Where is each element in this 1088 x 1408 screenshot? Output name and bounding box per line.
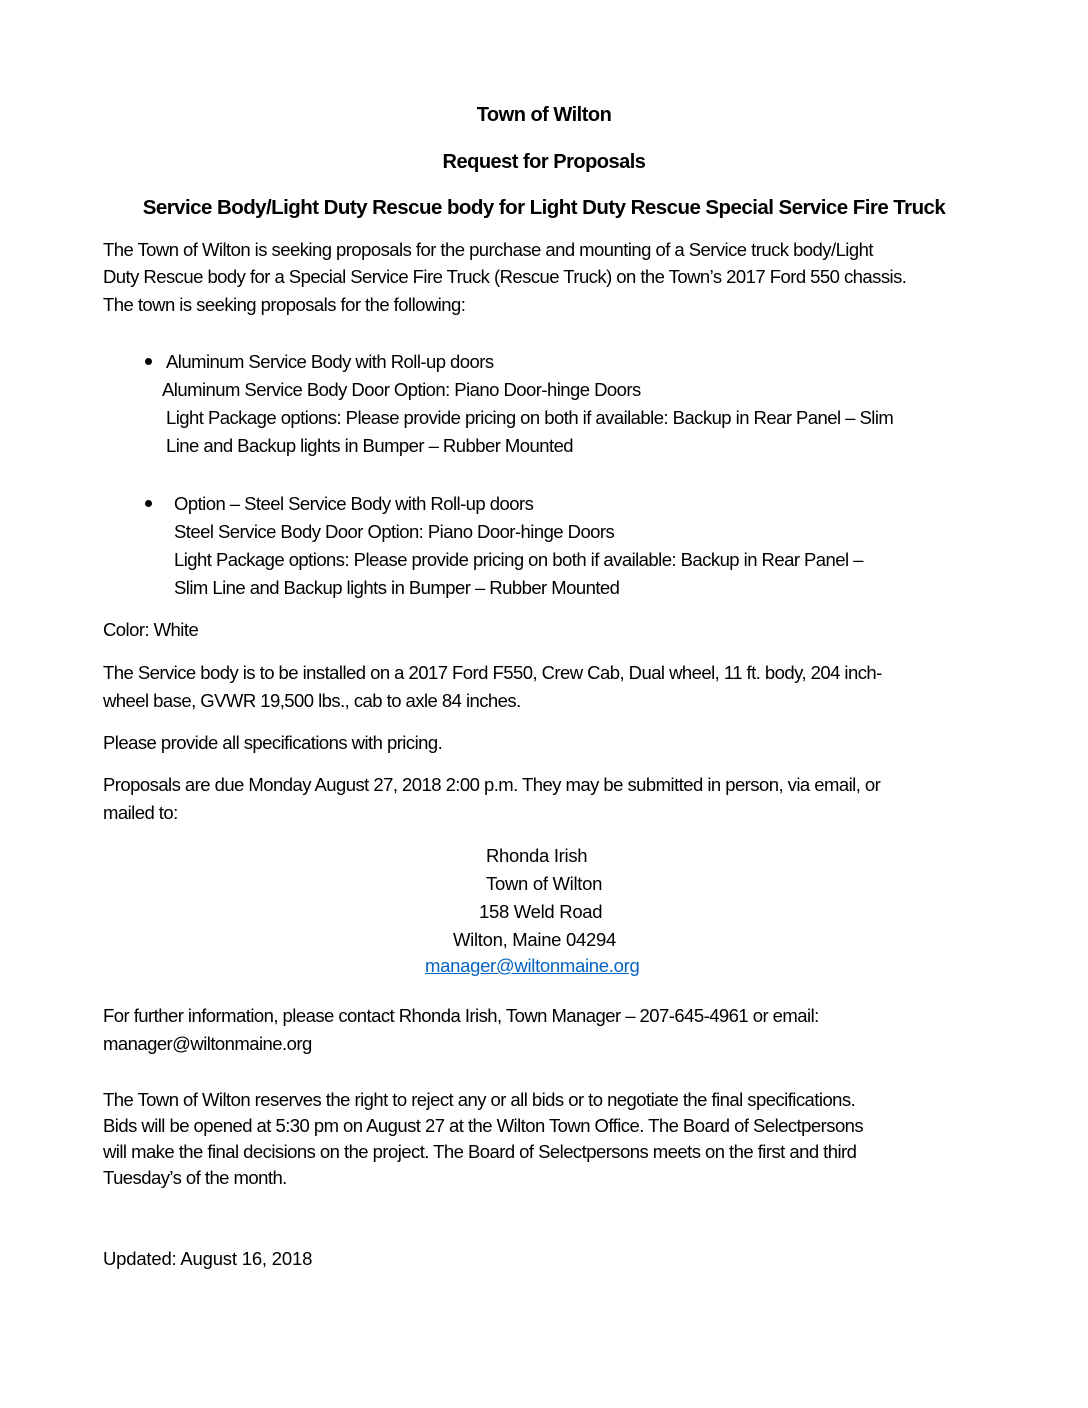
- address-name: Rhonda Irish: [486, 845, 588, 866]
- reserves-line: will make the final decisions on the project. The Board of Selectpersons meets on the first and third: [103, 1141, 857, 1162]
- address-org: Town of Wilton: [486, 873, 603, 894]
- bullet-icon: [145, 500, 152, 507]
- bullet-icon: [145, 358, 152, 365]
- option-detail: Aluminum Service Body Door Option: Piano Door-hinge Doors: [162, 379, 641, 400]
- address-street: 158 Weld Road: [479, 901, 603, 922]
- address-city: Wilton, Maine 04294: [453, 929, 616, 950]
- doc-subject-heading: Service Body/Light Duty Rescue body for Light Duty Rescue Special Service Fire Truck: [142, 196, 946, 219]
- updated-date: Updated: August 16, 2018: [103, 1248, 313, 1269]
- option-detail: Steel Service Body Door Option: Piano Door-hinge Doors: [174, 521, 615, 542]
- reserves-line: Tuesday’s of the month.: [103, 1167, 287, 1188]
- reserves-line: The Town of Wilton reserves the right to reject any or all bids or to negotiate the final specifications.: [103, 1089, 856, 1110]
- intro-line: The town is seeking proposals for the following:: [103, 294, 466, 315]
- option-detail: Light Package options: Please provide pricing on both if available: Backup in Rear Panel –: [174, 549, 863, 570]
- color-line: Color: White: [103, 619, 199, 640]
- option-title: Option – Steel Service Body with Roll-up doors: [174, 493, 534, 514]
- due-line: mailed to:: [103, 802, 178, 823]
- email-link[interactable]: manager@wiltonmaine.org: [425, 955, 640, 976]
- install-line: wheel base, GVWR 19,500 lbs., cab to axle 84 inches.: [103, 690, 521, 711]
- address-email: [425, 952, 639, 980]
- intro-line: Duty Rescue body for a Special Service Fire Truck (Rescue Truck) on the Town’s 2017 Ford 550 chassis.: [103, 266, 907, 287]
- intro-line: The Town of Wilton is seeking proposals for the purchase and mounting of a Service truck body/Light: [103, 239, 873, 260]
- option-detail: Light Package options: Please provide pricing on both if available: Backup in Rear Panel – Slim: [166, 407, 894, 428]
- reserves-line: Bids will be opened at 5:30 pm on August 27 at the Wilton Town Office. The Board of Selectpersons: [103, 1115, 864, 1136]
- specs-line: Please provide all specifications with pricing.: [103, 732, 443, 753]
- doc-type-heading: Request for Proposals: [442, 151, 646, 173]
- contact-line: manager@wiltonmaine.org: [103, 1033, 312, 1054]
- option-title: Aluminum Service Body with Roll-up doors: [166, 351, 494, 372]
- install-line: The Service body is to be installed on a 2017 Ford F550, Crew Cab, Dual wheel, 11 ft. body, 204 inch-: [103, 662, 882, 683]
- doc-org-heading: Town of Wilton: [476, 104, 612, 126]
- due-line: Proposals are due Monday August 27, 2018 2:00 p.m. They may be submitted in person, via email, or: [103, 774, 881, 795]
- contact-line: For further information, please contact Rhonda Irish, Town Manager – 207-645-4961 or email:: [103, 1005, 819, 1026]
- option-detail: Slim Line and Backup lights in Bumper – Rubber Mounted: [174, 577, 620, 598]
- option-detail: Line and Backup lights in Bumper – Rubber Mounted: [166, 435, 574, 456]
